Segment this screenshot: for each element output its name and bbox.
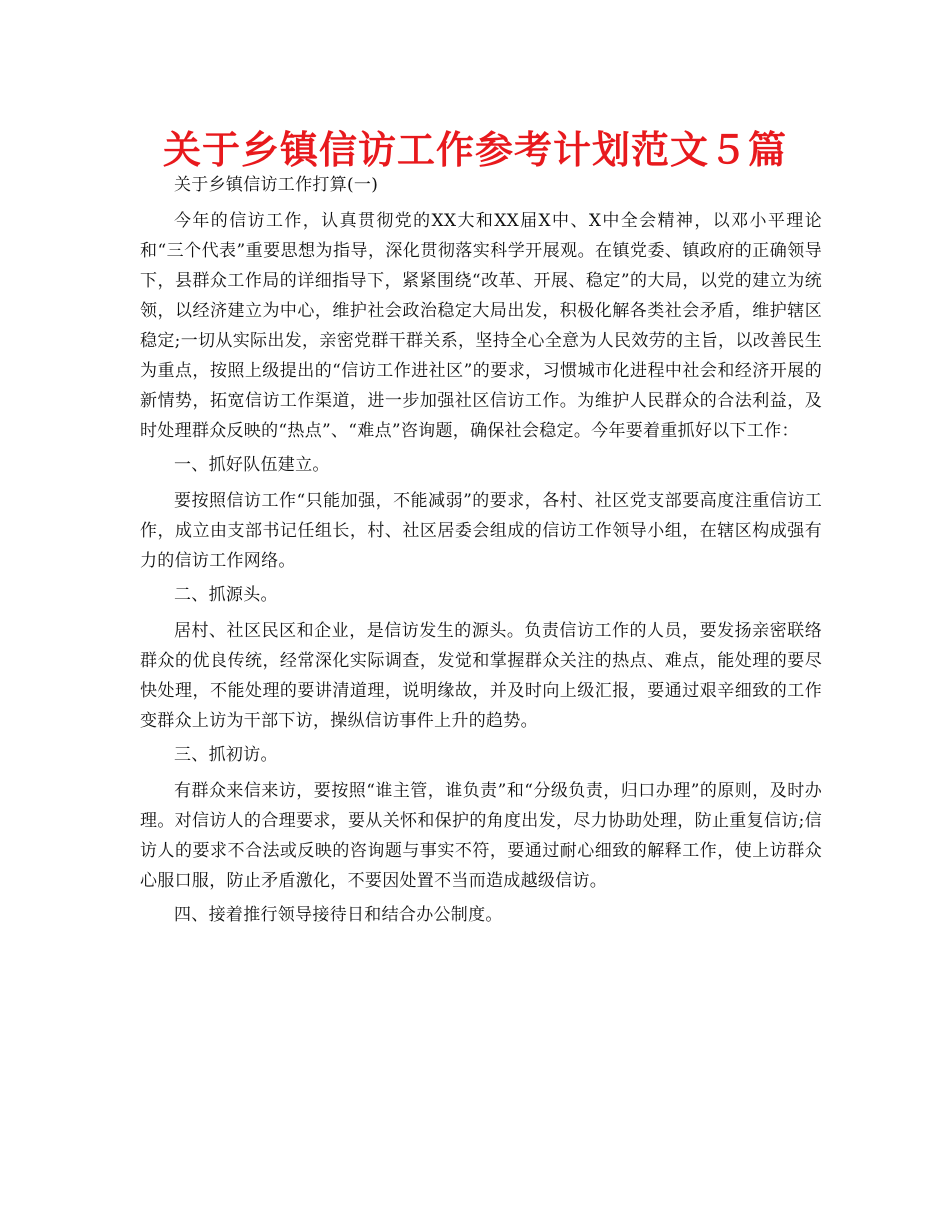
section-paragraph-3: 有群众来信来访，要按照“谁主管，谁负责”和“分级负责，归口办理”的原则，及时办理。对信访人的合理要求，要从关怀和保护的角度出发，尽力协助处理，防止重复信访;信访人的要求不合法或反映的咨询题与事实不符，要通过耐心细致的解释工作，使上访群众心服口服，防止矛盾激化，不要因处置不当而造成越级信访。 bbox=[140, 781, 822, 891]
section-heading-1: 一、抓好队伍建立。 bbox=[174, 455, 330, 475]
document-title: 关于乡镇信访工作参考计划范文５篇 bbox=[162, 128, 787, 172]
section-heading-4: 四、接着推行领导接待日和结合办公制度。 bbox=[174, 905, 503, 925]
section-subtitle: 关于乡镇信访工作打算(一) bbox=[174, 175, 379, 195]
intro-paragraph: 今年的信访工作，认真贯彻党的XX大和XX届X中、X中全会精神，以邓小平理论和“三个代表”重要思想为指导，深化贯彻落实科学开展观。在镇党委、镇政府的正确领导下，县群众工作局的详细指导下，紧紧围绕“改革、开展、稳定”的大局，以党的建立为统领，以经济建立为中心，维护社会政治稳定大局出发，积极化解各类社会矛盾，维护辖区稳定;一切从实际出发，亲密党群干群关系，坚持全心全意为人民效劳的主旨，以改善民生为重点，按照上级提出的“信访工作进社区”的要求，习惯城市化进程中社会和经济开展的新情势，拓宽信访工作渠道，进一步加强社区信访工作。为维护人民群众的合法利益，及时处理群众反映的“热点”、“难点”咨询题，确保社会稳定。今年要着重抓好以下工作： bbox=[140, 211, 822, 441]
section-heading-2: 二、抓源头。 bbox=[174, 585, 278, 605]
section-heading-3: 三、抓初访。 bbox=[174, 745, 278, 765]
section-paragraph-1: 要按照信访工作“只能加强，不能减弱”的要求，各村、社区党支部要高度注重信访工作，成立由支部书记任组长，村、社区居委会组成的信访工作领导小组，在辖区构成强有力的信访工作网络。 bbox=[140, 491, 822, 571]
section-paragraph-2: 居村、社区民区和企业，是信访发生的源头。负责信访工作的人员，要发扬亲密联络群众的优良传统，经常深化实际调查，发觉和掌握群众关注的热点、难点，能处理的要尽快处理，不能处理的要讲清道理，说明缘故，并及时向上级汇报，要通过艰辛细致的工作变群众上访为干部下访，操纵信访事件上升的趋势。 bbox=[140, 621, 822, 731]
document-body bbox=[140, 170, 822, 936]
